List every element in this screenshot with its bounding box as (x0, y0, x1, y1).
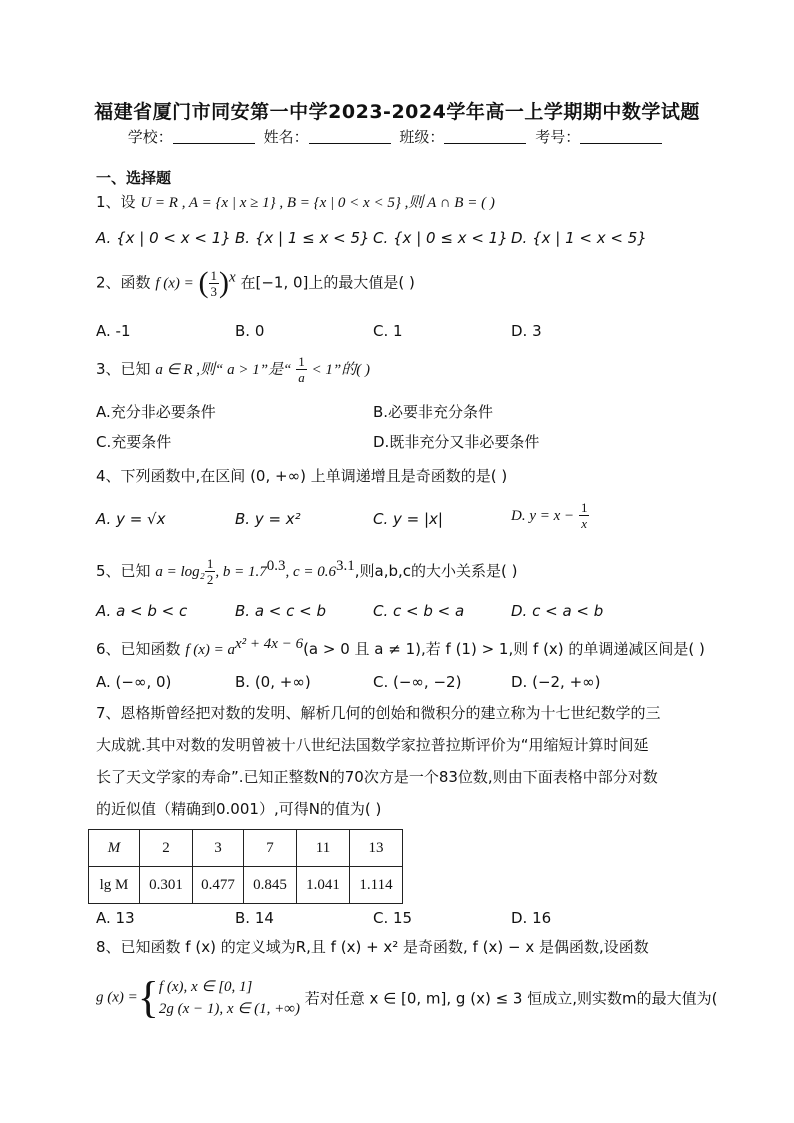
question-8-g-label: g (x) = (96, 989, 138, 1006)
question-1-option-c[interactable]: C. {x | 0 ≤ x < 1} (373, 229, 508, 247)
question-8-case-2: 2g (x − 1), x ∈ (1, +∞) (158, 1001, 300, 1017)
question-4-option-d[interactable]: D. y = x − $\frac{1}{x}$ (511, 500, 588, 531)
table-cell: 13 (350, 830, 403, 867)
question-4-option-c[interactable]: C. y = |x| (373, 510, 443, 528)
table-cell: lg M (89, 867, 140, 904)
question-3-option-d[interactable]: D.既非充分又非必要条件 (373, 433, 540, 451)
question-3-option-c[interactable]: C.充要条件 (96, 433, 172, 451)
question-7-line-3: 长了天文学家的寿命”.已知正整数N的70次方是一个83位数,则由下面表格中部分对数 (96, 768, 658, 786)
question-4-option-a[interactable]: A. y = √x (96, 510, 166, 528)
table-cell: 0.845 (244, 867, 297, 904)
question-5-fraction: $\frac{1}{2}$ (206, 556, 214, 587)
question-3-part1: a ∈ R ,则“ a > 1”是“ (155, 362, 292, 378)
table-cell: 7 (244, 830, 297, 867)
school-label: 学校： (127, 128, 173, 146)
table-cell: 0.301 (140, 867, 193, 904)
left-brace: { (137, 973, 159, 1022)
question-5-option-a[interactable]: A. a < b < c (96, 602, 188, 620)
question-2-function: f (x) = (155, 275, 194, 292)
question-8-line-1: 8、已知函数 f (x) 的定义域为R,且 f (x) + x² 是奇函数, f (x) − x 是偶函数,设函数 (96, 938, 649, 956)
question-6-option-b[interactable]: B. (0, +∞) (235, 673, 311, 691)
question-3-number: 3、已知 (96, 360, 151, 378)
question-3-fraction: $\frac{1}{a}$ (298, 354, 305, 385)
question-4-stem: 4、下列函数中,在区间 (0, +∞) 上单调递增且是奇函数的是( ) (96, 467, 508, 485)
question-2-stem: 2、函数 f (x) = ( $\frac{1}{3}$ )$^x$ 在[−1, 0]上的最大值是( ) (96, 266, 415, 299)
question-7-line-2: 大成就.其中对数的发明曾被十八世纪法国数学家拉普拉斯评价为“用缩短计算时间延 (96, 736, 649, 754)
question-1-option-b[interactable]: B. {x | 1 ≤ x < 5} (235, 229, 370, 247)
log-table (88, 829, 403, 904)
student-info-row (0, 126, 794, 147)
exam-number-blank[interactable] (580, 129, 662, 144)
question-2-tail: 在[−1, 0]上的最大值是( ) (240, 273, 415, 292)
question-5-option-d[interactable]: D. c < a < b (511, 602, 604, 620)
question-2-fraction: $\frac{1}{3}$ (210, 267, 218, 299)
question-7-option-d[interactable]: D. 16 (511, 909, 552, 927)
question-2-option-b[interactable]: B. 0 (235, 322, 265, 340)
question-1-option-d[interactable]: D. {x | 1 < x < 5} (511, 229, 647, 247)
table-cell: M (89, 830, 140, 867)
question-1-stem (96, 191, 495, 212)
question-7-line-1: 7、恩格斯曾经把对数的发明、解析几何的创始和微积分的建立称为十七世纪数学的三 (96, 704, 661, 722)
question-6-exponent: x² + 4x − 6 (235, 636, 304, 652)
table-row (89, 830, 403, 867)
question-7-line-4: 的近似值（精确到0.001）,可得N的值为( ) (96, 800, 382, 818)
question-5-stem: 5、已知 a = log₂ $\frac{1}{2}$ , $b = 1.7^{0.3}$, $c = 0.6^{3.1}$,则a,b,c的大小关系是( ) (96, 556, 518, 587)
question-7-option-c[interactable]: C. 15 (373, 909, 413, 927)
question-1-number: 1、设 (96, 193, 136, 211)
question-7-option-b[interactable]: B. 14 (235, 909, 274, 927)
question-4-option-b[interactable]: B. y = x² (235, 510, 301, 528)
class-blank[interactable] (444, 129, 526, 144)
table-cell: 11 (297, 830, 350, 867)
question-2-number: 2、函数 (96, 273, 151, 292)
table-row (89, 867, 403, 904)
school-blank[interactable] (173, 129, 255, 144)
exam-title: 福建省厦门市同安第一中学2023-2024学年高一上学期期中数学试题 (94, 101, 700, 123)
name-label: 姓名： (263, 128, 309, 146)
question-2-option-c[interactable]: C. 1 (373, 322, 403, 340)
question-4-d-fraction: $\frac{1}{x}$ (580, 500, 588, 531)
table-cell: 1.041 (297, 867, 350, 904)
table-cell: 0.477 (193, 867, 244, 904)
question-6-number: 6、已知函数 (96, 640, 181, 658)
class-label: 班级： (399, 128, 445, 146)
question-5-option-c[interactable]: C. c < b < a (373, 602, 465, 620)
question-8-tail: 若对任意 x ∈ [0, m], g (x) ≤ 3 恒成立,则实数m的最大值为( (304, 989, 718, 1008)
question-1-text: U = R , A = {x | x ≥ 1} , B = {x | 0 < x < 5} ,则 A ∩ B = ( ) (140, 195, 495, 211)
table-cell: 3 (193, 830, 244, 867)
question-5-number: 5、已知 (96, 562, 151, 580)
table-cell: 2 (140, 830, 193, 867)
name-blank[interactable] (309, 129, 391, 144)
question-3-stem (96, 354, 370, 385)
question-2-option-d[interactable]: D. 3 (511, 322, 542, 340)
section-heading: 一、选择题 (96, 169, 172, 187)
question-7-option-a[interactable]: A. 13 (96, 909, 135, 927)
question-8-piecewise (96, 973, 718, 1022)
question-2-exponent: x (229, 269, 236, 286)
question-1-option-a[interactable]: A. {x | 0 < x < 1} (96, 229, 231, 247)
question-5-option-b[interactable]: B. a < c < b (235, 602, 326, 620)
question-6-option-d[interactable]: D. (−2, +∞) (511, 673, 601, 691)
exam-number-label: 考号： (535, 128, 581, 146)
question-6-stem: 6、已知函数 f $(x) = a^{x^2 + 4x - 6}(a > 0$ 且 a ≠ 1),若 f (1) > 1,则 f (x) 的单调递减区间是( ) (96, 636, 705, 658)
question-8-case-1: f (x), x ∈ [0, 1] (158, 979, 253, 995)
table-cell: 1.114 (350, 867, 403, 904)
question-3-part2: < 1”的( ) (311, 362, 370, 378)
question-6-option-a[interactable]: A. (−∞, 0) (96, 673, 172, 691)
question-2-option-a[interactable]: A. -1 (96, 322, 131, 340)
question-3-option-b[interactable]: B.必要非充分条件 (373, 403, 494, 421)
question-3-option-a[interactable]: A.充分非必要条件 (96, 403, 216, 421)
question-7-stem (96, 697, 702, 825)
question-6-option-c[interactable]: C. (−∞, −2) (373, 673, 462, 691)
